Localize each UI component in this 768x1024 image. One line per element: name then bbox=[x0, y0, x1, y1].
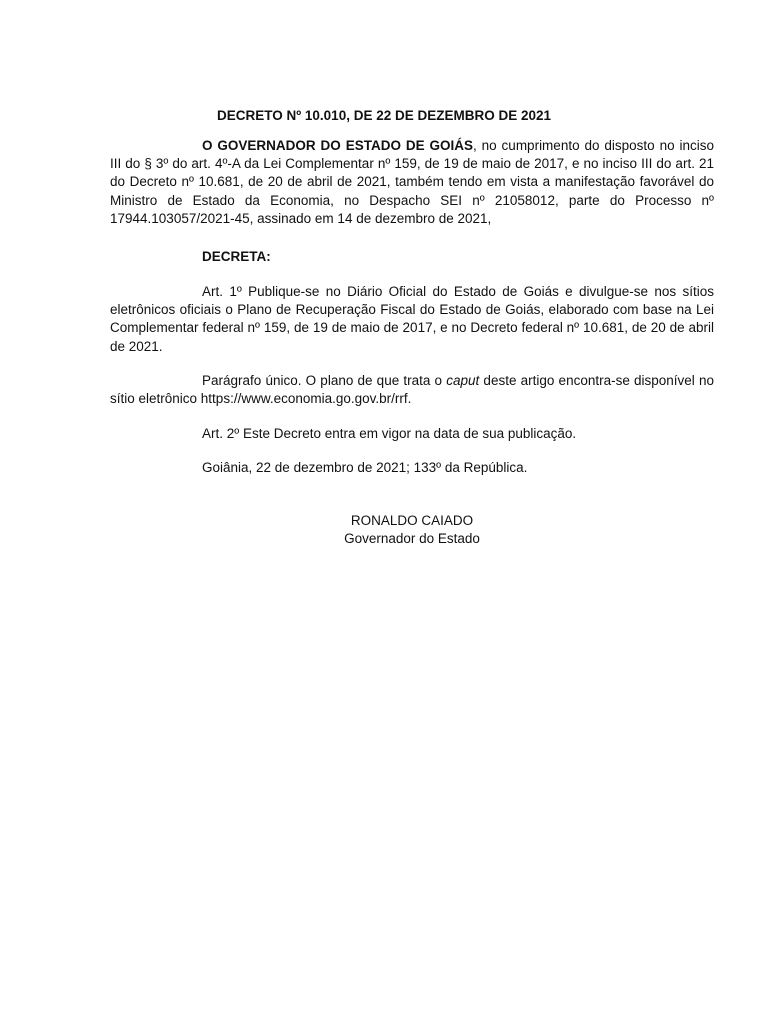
paragraph-unico-after: deste artigo encontra-se disponível no sítio eletrônico https://www.economia.go.gov.br/rrf. bbox=[110, 373, 714, 407]
preamble-bold-lead: O GOVERNADOR DO ESTADO DE GOIÁS bbox=[202, 138, 473, 153]
signature-role: Governador do Estado bbox=[344, 531, 480, 546]
article-1: Art. 1º Publique-se no Diário Oficial do Estado de Goiás e divulgue-se nos sítios eletrônicos oficiais o Plano de Recuperação Fiscal do Estado de Goiás, elaborado com base na Lei Complementar federal nº 159, de 19 de maio de 2017, e no Decreto federal nº 10.681, de 20 de abril de 2021. bbox=[110, 284, 714, 354]
signature-name: RONALDO CAIADO bbox=[350, 513, 474, 528]
decreta-heading: DECRETA: bbox=[202, 249, 271, 264]
paragraph-unico-italic: caput bbox=[446, 373, 480, 388]
paragraph-unico bbox=[110, 372, 714, 408]
article-2: Art. 2º Este Decreto entra em vigor na data de sua publicação. bbox=[202, 426, 577, 441]
preamble-paragraph bbox=[110, 137, 714, 228]
paragraph-unico-before: Parágrafo único. O plano de que trata o bbox=[202, 373, 447, 388]
place-date: Goiânia, 22 de dezembro de 2021; 133º da República. bbox=[202, 460, 528, 475]
preamble-text: , no cumprimento do disposto no inciso III do § 3º do art. 4º-A da Lei Complementar nº 159, de 19 de maio de 2017, e no inciso III do art. 21 do Decreto nº 10.681, de 20 de abril de 2021, também tendo em vista a manifestação favorável do Ministro de Estado da Economia, no Despacho SEI nº 21058012, parte do Processo nº 17944.103057/2021-45, assinado em 14 de dezembro de 2021, bbox=[110, 138, 714, 226]
decree-title: DECRETO Nº 10.010, DE 22 DE DEZEMBRO DE 2021 bbox=[216, 108, 552, 123]
